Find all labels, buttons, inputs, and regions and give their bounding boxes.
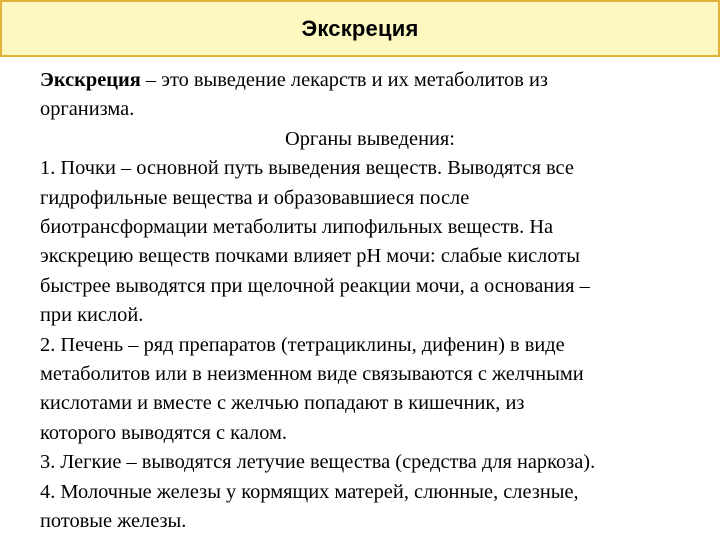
title-bar xyxy=(0,0,720,57)
item-2-line-1: 2. Печень – ряд препаратов (тетрациклины, дифенин) в виде xyxy=(40,333,565,356)
item-4-line-2: потовые железы. xyxy=(40,510,187,533)
item-1-line-4: экскрецию веществ почками влияет рН мочи: слабые кислоты xyxy=(40,245,580,268)
item-1-line-2: гидрофильные вещества и образовавшиеся после xyxy=(40,186,470,209)
item-2-line-2: метаболитов или в неизменном виде связываются с желчными xyxy=(40,363,584,386)
slide-body xyxy=(40,66,700,537)
item-1-line-1: 1. Почки – основной путь выведения веществ. Выводятся все xyxy=(40,157,574,180)
item-2-line-4: которого выводятся с калом. xyxy=(40,421,287,444)
item-1-line-5: быстрее выводятся при щелочной реакции мочи, а основания – xyxy=(40,274,590,297)
item-4-line-1: 4. Молочные железы у кормящих матерей, слюнные, слезные, xyxy=(40,480,579,503)
item-1-line-6: при кислой. xyxy=(40,304,144,327)
intro-definition: – это выведение лекарств и их метаболитов из xyxy=(140,69,548,91)
subheading: Органы выведения: xyxy=(285,127,455,150)
intro-line-2: организма. xyxy=(40,98,135,121)
intro-term: Экскреция xyxy=(40,69,141,91)
item-3-line-1: 3. Легкие – выводятся летучие вещества (средства для наркоза). xyxy=(40,451,596,474)
item-2-line-3: кислотами и вместе с желчью попадают в кишечник, из xyxy=(40,392,525,415)
intro-line-1 xyxy=(40,66,700,95)
item-1-line-3: биотрансформации метаболиты липофильных веществ. На xyxy=(40,216,554,239)
slide-title: Экскреция xyxy=(301,15,419,41)
